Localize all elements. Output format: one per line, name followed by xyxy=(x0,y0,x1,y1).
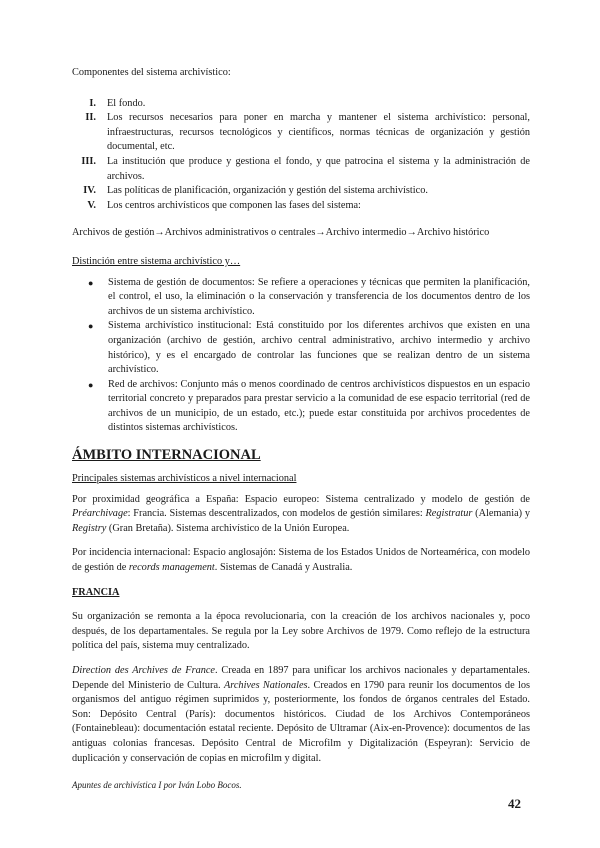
italic-term: Préarchivage xyxy=(72,508,128,520)
bullet-icon: ● xyxy=(88,277,94,288)
item-text: Red de archivos: Conjunto más o menos coordinado de centros archivísticos dispuestos en un espacio territorial concreto y preparados para prestar servicio a la comunidad de ese espacio territorial (red de archivos de un municipio, de un estado, etc.); puede estar constituida por archivos procedentes de distintos sistemas archivísticos. xyxy=(108,378,530,434)
bullet-icon: ● xyxy=(88,379,94,390)
item-number: III. xyxy=(81,155,96,167)
francia-heading: FRANCIA xyxy=(72,586,120,598)
distinction-list xyxy=(72,276,530,437)
text-run: (Gran Bretaña). Sistema archivístico de la Unión Europea. xyxy=(106,522,350,534)
list-item xyxy=(72,199,530,214)
text-run: . Creados en 1790 para reunir los documentos de los organismos del antiguo régimen suprimidos y, posteriormente, los fondos de órganos centrales del Estado. Son: Depósito Central (París): documentos históricos. Ciudad de los Archivos Contemporáneos (Fontainebleau): documentación estatal reciente. Depósito de Ultramar (Aix-en-Provence): documentos de las antiguas colonias francesas. Depósito Central de Microfilm y Digitalización (Espeyran): Servicio de duplicación y conservación de copias en microfilm y digital. xyxy=(72,679,531,764)
europe-paragraph xyxy=(72,493,530,537)
list-item xyxy=(88,378,530,436)
text-run: (Alemania) y xyxy=(472,508,530,520)
item-text: El fondo. xyxy=(107,97,146,109)
footer-note: Apuntes de archivística I por Iván Lobo Bocos. xyxy=(72,780,242,790)
distinction-heading: Distinción entre sistema archivístico y… xyxy=(72,255,241,267)
italic-term: Registry xyxy=(72,522,107,534)
principal-systems-heading: Principales sistemas archivísticos a nivel internacional xyxy=(72,473,297,485)
intro-text: Componentes del sistema archivístico: xyxy=(72,67,231,78)
item-text: Sistema de gestión de documentos: Se refiere a operaciones y técnicas que permiten la planificación, el control, el uso, la eliminación o la conservación y transferencia de los documentos dentro de los archivos de un sistema archivístico. xyxy=(108,276,530,317)
page-number: 42 xyxy=(508,796,521,811)
italic-term: Registratur xyxy=(425,508,473,520)
archive-flow: Archivos de gestión→Archivos administrativos o centrales→Archivo intermedio→Archivo histórico xyxy=(72,227,490,239)
italic-term: records management xyxy=(128,562,215,574)
item-text: La institución que produce y gestiona el fondo, y que patrocina el sistema y la administración de archivos. xyxy=(107,155,530,182)
item-number: IV. xyxy=(83,185,96,197)
item-text: Sistema archivístico institucional: Está constituido por los diferentes archivos que existen en una organización (archivo de gestión, archivo central administrativo, archivo intermedio y archivo histórico), y es el encargado de controlar las funciones que se realizan dentro de un sistema archivístico. xyxy=(108,320,530,376)
francia-paragraph: Su organización se remonta a la época revolucionaria, con la creación de los archivos nacionales y, poco después, de los departamentales. Se regula por la Ley sobre Archivos de 1979. Como reflejo de la estructura política del país, sistema muy centralizado. xyxy=(72,611,530,652)
list-item xyxy=(72,97,530,112)
item-number: II. xyxy=(85,112,96,124)
list-item xyxy=(72,184,530,199)
anglo-paragraph xyxy=(72,546,530,575)
italic-term: Archives Nationales xyxy=(223,679,308,691)
list-item xyxy=(72,155,530,184)
item-number: I. xyxy=(89,97,96,109)
components-list xyxy=(72,97,530,214)
item-number: V. xyxy=(87,199,96,211)
item-text: Los recursos necesarios para poner en marcha y mantener el sistema archivístico: personal, infraestructuras, recursos tecnológicos y científicos, normas técnicas de organización y gestión documental, etc. xyxy=(107,112,530,153)
text-run: : Francia. Sistemas descentralizados, con modelos de gestión similares: xyxy=(127,508,426,520)
list-item xyxy=(88,319,530,377)
item-text: Las políticas de planificación, organización y gestión del sistema archivístico. xyxy=(107,185,428,197)
archives-france-paragraph xyxy=(72,664,530,766)
italic-term: Direction des Archives de France xyxy=(72,665,216,676)
page-content xyxy=(72,66,530,776)
item-text: Los centros archivísticos que componen las fases del sistema: xyxy=(107,199,361,211)
list-item xyxy=(88,276,530,320)
text-run: . Sistemas de Canadá y Australia. xyxy=(214,562,353,574)
section-title: ÁMBITO INTERNACIONAL xyxy=(72,447,261,464)
bullet-icon: ● xyxy=(88,321,94,332)
text-run: Por incidencia internacional: Espacio anglosajón: Sistema de los Estados Unidos de Norteamérica, con modelo de gestión de xyxy=(72,547,530,574)
text-run: . Creada en 1897 para unificar los archivos nacionales y departamentales. Depende del Ministerio de Cultura. xyxy=(72,665,530,691)
text-run: Por proximidad geográfica a España: Espacio europeo: Sistema centralizado y modelo de gestión de xyxy=(72,493,530,505)
list-item xyxy=(72,111,530,155)
